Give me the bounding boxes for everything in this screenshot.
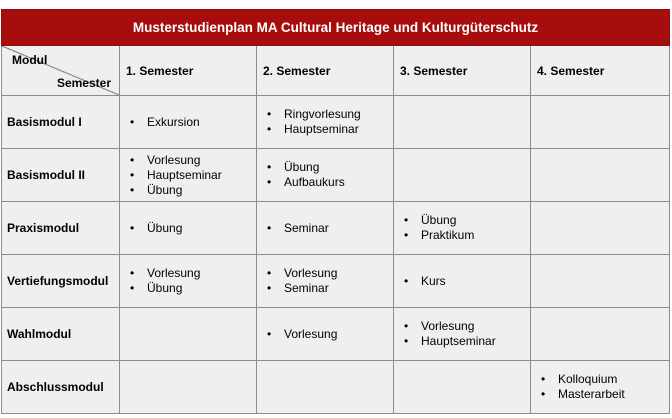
- semester-cell-2: [257, 308, 394, 361]
- semester-cell-4: [531, 255, 670, 308]
- plan-body: [2, 96, 670, 414]
- table-row: [2, 308, 670, 361]
- course-item: • Übung: [404, 213, 530, 228]
- table-row: [2, 96, 670, 149]
- course-item: • Aufbaukurs: [267, 175, 393, 190]
- course-list: [394, 274, 530, 289]
- course-item: • Kolloquium: [541, 372, 669, 387]
- diagonal-header: [2, 46, 119, 95]
- course-item: • Praktikum: [404, 228, 530, 243]
- course-item: • Vorlesung: [130, 266, 256, 281]
- course-list: [257, 221, 393, 236]
- study-plan-table: [1, 9, 670, 414]
- course-list: [120, 153, 256, 198]
- semester-label: Semester: [56, 76, 111, 90]
- course-item: • Seminar: [267, 221, 393, 236]
- module-name: Wahlmodul: [2, 308, 120, 361]
- course-list: [531, 372, 669, 402]
- semester-cell-3: [394, 149, 531, 202]
- semester-cell-3: [394, 361, 531, 414]
- course-list: [120, 115, 256, 130]
- semester-header-3: 3. Semester: [394, 46, 531, 96]
- semester-cell-1: [120, 361, 257, 414]
- semester-cell-1: [120, 255, 257, 308]
- course-item: • Hauptseminar: [404, 334, 530, 349]
- semester-cell-1: [120, 202, 257, 255]
- course-item: • Vorlesung: [404, 319, 530, 334]
- corner-cell: [2, 46, 120, 96]
- module-name: Basismodul I: [2, 96, 120, 149]
- header-row: [2, 46, 670, 96]
- semester-cell-2: [257, 96, 394, 149]
- semester-cell-3: [394, 96, 531, 149]
- semester-header-4: 4. Semester: [531, 46, 670, 96]
- semester-cell-4: [531, 202, 670, 255]
- modul-label: Modul: [12, 53, 48, 67]
- semester-cell-4: [531, 149, 670, 202]
- course-list: [120, 266, 256, 296]
- course-item: • Übung: [130, 281, 256, 296]
- semester-cell-3: [394, 255, 531, 308]
- table-row: [2, 149, 670, 202]
- semester-cell-2: [257, 255, 394, 308]
- module-name: Basismodul II: [2, 149, 120, 202]
- semester-cell-1: [120, 308, 257, 361]
- semester-cell-2: [257, 361, 394, 414]
- course-item: • Übung: [130, 221, 256, 236]
- table-row: [2, 202, 670, 255]
- course-item: • Hauptseminar: [267, 122, 393, 137]
- module-name: Praxismodul: [2, 202, 120, 255]
- course-item: • Übung: [130, 183, 256, 198]
- course-list: [394, 319, 530, 349]
- course-item: • Kurs: [404, 274, 530, 289]
- course-item: • Ringvorlesung: [267, 107, 393, 122]
- semester-cell-1: [120, 96, 257, 149]
- table-title: Musterstudienplan MA Cultural Heritage und Kulturgüterschutz: [2, 10, 670, 46]
- course-list: [257, 266, 393, 296]
- semester-cell-4: [531, 361, 670, 414]
- course-item: • Übung: [267, 160, 393, 175]
- course-item: • Vorlesung: [267, 327, 393, 342]
- course-item: • Hauptseminar: [130, 168, 256, 183]
- course-item: • Seminar: [267, 281, 393, 296]
- semester-header-2: 2. Semester: [257, 46, 394, 96]
- course-list: [394, 213, 530, 243]
- course-item: • Exkursion: [130, 115, 256, 130]
- table-row: [2, 255, 670, 308]
- module-name: Abschlussmodul: [2, 361, 120, 414]
- semester-cell-4: [531, 96, 670, 149]
- semester-cell-3: [394, 308, 531, 361]
- semester-cell-3: [394, 202, 531, 255]
- course-item: • Masterarbeit: [541, 387, 669, 402]
- course-item: • Vorlesung: [130, 153, 256, 168]
- course-list: [257, 327, 393, 342]
- module-name: Vertiefungsmodul: [2, 255, 120, 308]
- semester-cell-1: [120, 149, 257, 202]
- table-row: [2, 361, 670, 414]
- course-list: [120, 221, 256, 236]
- semester-cell-2: [257, 149, 394, 202]
- course-item: • Vorlesung: [267, 266, 393, 281]
- course-list: [257, 160, 393, 190]
- semester-header-1: 1. Semester: [120, 46, 257, 96]
- semester-cell-2: [257, 202, 394, 255]
- course-list: [257, 107, 393, 137]
- semester-cell-4: [531, 308, 670, 361]
